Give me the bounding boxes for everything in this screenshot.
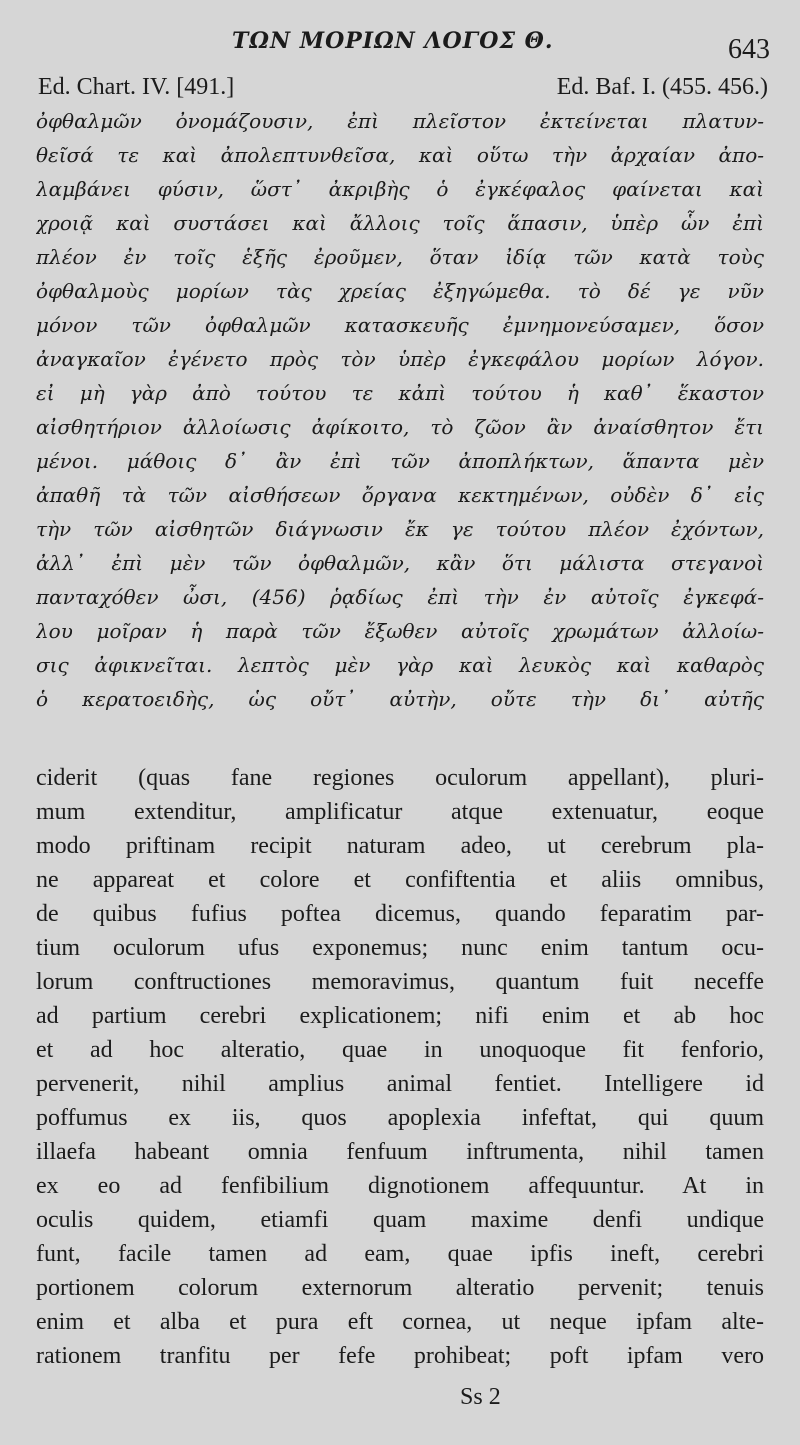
greek-line: αἰσθητήριον ἀλλοίωσις ἀφίκοιτο, τὸ ζῶον ἂν ἀναίσθητον ἔτι bbox=[36, 415, 764, 439]
running-title: ΤΩΝ ΜΟΡΙΩΝ ΛΟΓΟΣ Θ. bbox=[232, 28, 554, 54]
edition-reference-left: Ed. Chart. IV. [491.] bbox=[38, 74, 235, 100]
page-number: 643 bbox=[728, 34, 770, 65]
greek-line: μένοι. μάθοις δ᾽ ἂν ἐπὶ τῶν ἀποπλήκτων, ἅπαντα μὲν bbox=[36, 449, 764, 473]
greek-line: εἰ μὴ γὰρ ἀπὸ τούτου τε κἀπὶ τούτου ἡ καθ᾽ ἕκαστον bbox=[36, 381, 764, 405]
latin-line: lorum conftructiones memoravimus, quantum fuit neceffe bbox=[36, 969, 764, 995]
latin-line: poffumus ex iis, quos apoplexia infeftat, qui quum bbox=[36, 1105, 764, 1131]
latin-line: oculis quidem, etiamfi quam maxime denfi undique bbox=[36, 1207, 764, 1233]
latin-line: illaefa habeant omnia fenfuum inftrumenta, nihil tamen bbox=[36, 1139, 764, 1165]
latin-line: portionem colorum externorum alteratio pervenit; tenuis bbox=[36, 1275, 764, 1301]
greek-line: πανταχόθεν ὦσι, (456) ῥᾳδίως ἐπὶ τὴν ἐν αὐτοῖς ἐγκεφά- bbox=[36, 585, 764, 609]
latin-line: funt, facile tamen ad eam, quae ipfis ineft, cerebri bbox=[36, 1241, 764, 1267]
greek-line: λου μοῖραν ἡ παρὰ τῶν ἔξωθεν αὐτοῖς χρωμάτων ἀλλοίω- bbox=[36, 619, 764, 643]
greek-line: θεῖσά τε καὶ ἀπολεπτυνθεῖσα, καὶ οὕτω τὴν ἀρχαίαν ἀπο- bbox=[36, 143, 764, 167]
latin-line: ne appareat et colore et confiftentia et aliis omnibus, bbox=[36, 867, 764, 893]
latin-line: mum extenditur, amplificatur atque extenuatur, eoque bbox=[36, 799, 764, 825]
greek-line: ὀφθαλμῶν ὀνομάζουσιν, ἐπὶ πλεῖστον ἐκτείνεται πλατυν- bbox=[36, 109, 764, 133]
latin-line: et ad hoc alteratio, quae in unoquoque fit fenforio, bbox=[36, 1037, 764, 1063]
latin-line: tium oculorum ufus exponemus; nunc enim tantum ocu- bbox=[36, 935, 764, 961]
greek-text-block bbox=[36, 104, 764, 716]
greek-line: σις ἀφικνεῖται. λεπτὸς μὲν γὰρ καὶ λευκὸς καὶ καθαρὸς bbox=[36, 653, 764, 677]
greek-line: λαμβάνει φύσιν, ὥστ᾽ ἀκριβὴς ὁ ἐγκέφαλος φαίνεται καὶ bbox=[36, 177, 764, 201]
latin-line: enim et alba et pura eft cornea, ut neque ipfam alte- bbox=[36, 1309, 764, 1335]
greek-line: ἀπαθῆ τὰ τῶν αἰσθήσεων ὄργανα κεκτημένων, οὐδὲν δ᾽ εἰς bbox=[36, 483, 764, 507]
running-head bbox=[0, 28, 800, 65]
greek-line: ὁ κερατοειδὴς, ὡς οὔτ᾽ αὐτὴν, οὔτε τὴν δι᾽ αὐτῆς bbox=[36, 687, 764, 711]
latin-line: de quibus fufius poftea dicemus, quando feparatim par- bbox=[36, 901, 764, 927]
greek-line: πλέον ἐν τοῖς ἑξῆς ἐροῦμεν, ὅταν ἰδίᾳ τῶν κατὰ τοὺς bbox=[36, 245, 764, 269]
signature-mark: Ss 2 bbox=[460, 1384, 501, 1410]
latin-line: modo priftinam recipit naturam adeo, ut cerebrum pla- bbox=[36, 833, 764, 859]
greek-line: χροιᾷ καὶ συστάσει καὶ ἄλλοις τοῖς ἅπασιν, ὑπὲρ ὧν ἐπὶ bbox=[36, 211, 764, 235]
edition-reference-line bbox=[38, 74, 768, 104]
latin-line: ad partium cerebri explicationem; nifi enim et ab hoc bbox=[36, 1003, 764, 1029]
greek-line: τὴν τῶν αἰσθητῶν διάγνωσιν ἔκ γε τούτου πλέον ἐχόντων, bbox=[36, 517, 764, 541]
greek-line: ὀφθαλμοὺς μορίων τὰς χρείας ἐξηγώμεθα. τὸ δέ γε νῦν bbox=[36, 279, 764, 303]
latin-line: rationem tranfitu per fefe prohibeat; poft ipfam vero bbox=[36, 1343, 764, 1369]
latin-line: pervenerit, nihil amplius animal fentiet. Intelligere id bbox=[36, 1071, 764, 1097]
greek-line: μόνον τῶν ὀφθαλμῶν κατασκευῆς ἐμνημονεύσαμεν, ὅσον bbox=[36, 313, 764, 337]
edition-reference-right: Ed. Baf. I. (455. 456.) bbox=[556, 74, 768, 100]
greek-line: ἀναγκαῖον ἐγένετο πρὸς τὸν ὑπὲρ ἐγκεφάλου μορίων λόγον. bbox=[36, 347, 764, 371]
latin-line: ex eo ad fenfibilium dignotionem affequuntur. At in bbox=[36, 1173, 764, 1199]
latin-line: ciderit (quas fane regiones oculorum appellant), pluri- bbox=[36, 765, 764, 791]
greek-line: ἀλλ᾽ ἐπὶ μὲν τῶν ὀφθαλμῶν, κἂν ὅτι μάλιστα στεγανοὶ bbox=[36, 551, 764, 575]
latin-text-block bbox=[36, 761, 764, 1373]
